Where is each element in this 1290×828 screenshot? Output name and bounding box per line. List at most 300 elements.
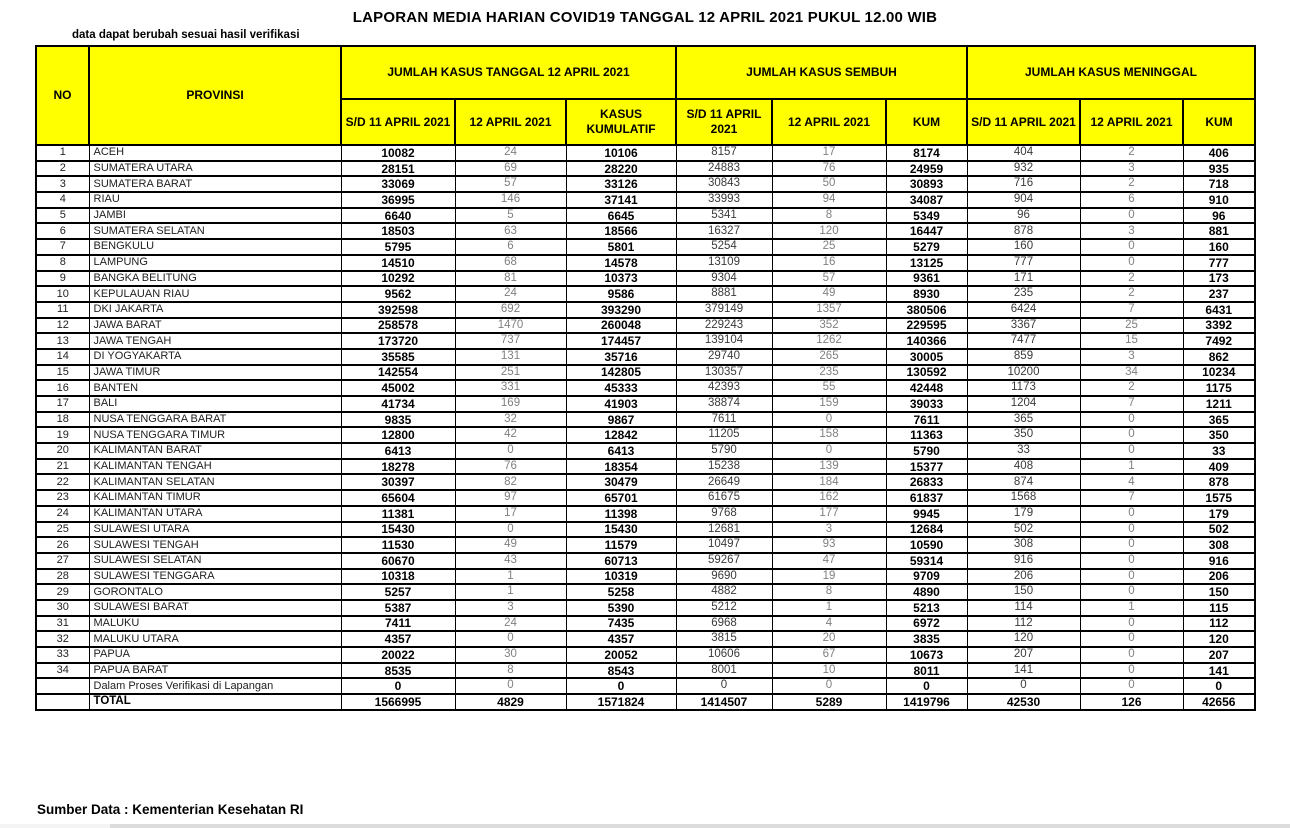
meninggal-12apr-value: 0 [1080, 631, 1183, 647]
col-header-meninggal-kum: KUM [1183, 99, 1255, 145]
kasus-kumulatif-value: 4357 [566, 631, 676, 647]
row-no: 23 [36, 490, 89, 506]
sembuh-sd11-value: 15238 [676, 459, 772, 475]
sembuh-kum-value: 11363 [886, 427, 967, 443]
table-row [36, 349, 1255, 365]
row-no: 33 [36, 647, 89, 663]
sembuh-12apr-value: 3 [772, 522, 886, 538]
sembuh-kum-value: 5790 [886, 443, 967, 459]
row-province: Dalam Proses Verifikasi di Lapangan [89, 678, 341, 694]
kasus-12apr-value: 251 [455, 365, 566, 381]
sembuh-sd11-value: 9690 [676, 569, 772, 585]
kasus-sd11-value: 65604 [341, 490, 455, 506]
meninggal-kum-value: 237 [1183, 286, 1255, 302]
sembuh-kum-value: 59314 [886, 553, 967, 569]
sembuh-12apr-value: 159 [772, 396, 886, 412]
kasus-kumulatif-value: 5258 [566, 584, 676, 600]
sembuh-12apr-value: 17 [772, 145, 886, 161]
row-province: PAPUA BARAT [89, 663, 341, 679]
kasus-12apr-value: 32 [455, 412, 566, 428]
sembuh-kum-value: 5279 [886, 239, 967, 255]
meninggal-sd11-value: 42530 [967, 694, 1080, 710]
kasus-sd11-value: 173720 [341, 333, 455, 349]
sembuh-12apr-value: 16 [772, 255, 886, 271]
table-row [36, 145, 1255, 161]
sembuh-kum-value: 10590 [886, 537, 967, 553]
row-no: 24 [36, 506, 89, 522]
table-row [36, 412, 1255, 428]
kasus-12apr-value: 3 [455, 600, 566, 616]
sembuh-sd11-value: 33993 [676, 192, 772, 208]
row-province: SULAWESI UTARA [89, 522, 341, 538]
kasus-sd11-value: 9835 [341, 412, 455, 428]
kasus-kumulatif-value: 65701 [566, 490, 676, 506]
row-province: MALUKU UTARA [89, 631, 341, 647]
sembuh-12apr-value: 158 [772, 427, 886, 443]
kasus-kumulatif-value: 14578 [566, 255, 676, 271]
table-row [36, 647, 1255, 663]
kasus-kumulatif-value: 60713 [566, 553, 676, 569]
kasus-12apr-value: 1 [455, 584, 566, 600]
sembuh-kum-value: 229595 [886, 318, 967, 334]
row-province: KALIMANTAN TIMUR [89, 490, 341, 506]
meninggal-12apr-value: 0 [1080, 412, 1183, 428]
row-province: SUMATERA SELATAN [89, 223, 341, 239]
sembuh-12apr-value: 0 [772, 678, 886, 694]
row-province: BANTEN [89, 380, 341, 396]
sembuh-sd11-value: 11205 [676, 427, 772, 443]
meninggal-sd11-value: 7477 [967, 333, 1080, 349]
kasus-sd11-value: 392598 [341, 302, 455, 318]
kasus-12apr-value: 0 [455, 443, 566, 459]
table-row [36, 380, 1255, 396]
sembuh-kum-value: 5213 [886, 600, 967, 616]
row-no: 14 [36, 349, 89, 365]
meninggal-kum-value: 916 [1183, 553, 1255, 569]
row-province: JAWA TENGAH [89, 333, 341, 349]
meninggal-12apr-value: 0 [1080, 239, 1183, 255]
sembuh-12apr-value: 1262 [772, 333, 886, 349]
meninggal-kum-value: 881 [1183, 223, 1255, 239]
kasus-kumulatif-value: 7435 [566, 616, 676, 632]
meninggal-sd11-value: 308 [967, 537, 1080, 553]
sembuh-sd11-value: 7611 [676, 412, 772, 428]
sembuh-kum-value: 0 [886, 678, 967, 694]
meninggal-12apr-value: 2 [1080, 380, 1183, 396]
sembuh-12apr-value: 8 [772, 584, 886, 600]
meninggal-kum-value: 115 [1183, 600, 1255, 616]
sembuh-sd11-value: 229243 [676, 318, 772, 334]
meninggal-12apr-value: 0 [1080, 255, 1183, 271]
row-province: GORONTALO [89, 584, 341, 600]
table-row [36, 286, 1255, 302]
kasus-sd11-value: 11530 [341, 537, 455, 553]
group-header-kasus: JUMLAH KASUS TANGGAL 12 APRIL 2021 [341, 46, 676, 99]
meninggal-12apr-value: 2 [1080, 176, 1183, 192]
row-province: KALIMANTAN UTARA [89, 506, 341, 522]
meninggal-12apr-value: 15 [1080, 333, 1183, 349]
kasus-12apr-value: 24 [455, 286, 566, 302]
horizontal-scrollbar-thumb[interactable] [110, 824, 1290, 828]
row-no: 31 [36, 616, 89, 632]
row-province: JAWA TIMUR [89, 365, 341, 381]
sembuh-sd11-value: 30843 [676, 176, 772, 192]
table-row [36, 192, 1255, 208]
kasus-12apr-value: 5 [455, 208, 566, 224]
row-province: SULAWESI TENGAH [89, 537, 341, 553]
row-province: JAMBI [89, 208, 341, 224]
sembuh-12apr-value: 93 [772, 537, 886, 553]
row-no: 9 [36, 271, 89, 287]
sembuh-kum-value: 8174 [886, 145, 967, 161]
meninggal-12apr-value: 6 [1080, 192, 1183, 208]
table-row [36, 318, 1255, 334]
meninggal-12apr-value: 0 [1080, 443, 1183, 459]
meninggal-sd11-value: 120 [967, 631, 1080, 647]
row-no: 30 [36, 600, 89, 616]
kasus-sd11-value: 0 [341, 678, 455, 694]
sembuh-sd11-value: 8001 [676, 663, 772, 679]
meninggal-12apr-value: 0 [1080, 616, 1183, 632]
sembuh-kum-value: 16447 [886, 223, 967, 239]
meninggal-sd11-value: 350 [967, 427, 1080, 443]
kasus-12apr-value: 68 [455, 255, 566, 271]
sembuh-kum-value: 1419796 [886, 694, 967, 710]
row-province: PAPUA [89, 647, 341, 663]
sembuh-sd11-value: 13109 [676, 255, 772, 271]
row-province: BANGKA BELITUNG [89, 271, 341, 287]
kasus-sd11-value: 30397 [341, 474, 455, 490]
row-province: SULAWESI SELATAN [89, 553, 341, 569]
kasus-kumulatif-value: 174457 [566, 333, 676, 349]
kasus-12apr-value: 8 [455, 663, 566, 679]
kasus-sd11-value: 36995 [341, 192, 455, 208]
sembuh-12apr-value: 265 [772, 349, 886, 365]
kasus-12apr-value: 0 [455, 522, 566, 538]
meninggal-12apr-value: 7 [1080, 490, 1183, 506]
row-province: JAWA BARAT [89, 318, 341, 334]
row-no: 15 [36, 365, 89, 381]
meninggal-sd11-value: 114 [967, 600, 1080, 616]
sembuh-12apr-value: 55 [772, 380, 886, 396]
meninggal-12apr-value: 2 [1080, 145, 1183, 161]
row-no: 11 [36, 302, 89, 318]
covid-report-table [35, 45, 1256, 711]
table-row [36, 459, 1255, 475]
sembuh-kum-value: 34087 [886, 192, 967, 208]
sembuh-sd11-value: 8157 [676, 145, 772, 161]
kasus-12apr-value: 0 [455, 631, 566, 647]
table-row [36, 333, 1255, 349]
kasus-kumulatif-value: 5390 [566, 600, 676, 616]
col-header-kasus-sd11: S/D 11 APRIL 2021 [341, 99, 455, 145]
row-province: ACEH [89, 145, 341, 161]
table-row [36, 631, 1255, 647]
row-no: 13 [36, 333, 89, 349]
meninggal-sd11-value: 33 [967, 443, 1080, 459]
kasus-sd11-value: 8535 [341, 663, 455, 679]
sembuh-12apr-value: 8 [772, 208, 886, 224]
kasus-sd11-value: 5257 [341, 584, 455, 600]
meninggal-sd11-value: 3367 [967, 318, 1080, 334]
row-province: TOTAL [89, 694, 341, 710]
row-province: NUSA TENGGARA TIMUR [89, 427, 341, 443]
kasus-sd11-value: 28151 [341, 161, 455, 177]
row-province: DI YOGYAKARTA [89, 349, 341, 365]
sembuh-sd11-value: 3815 [676, 631, 772, 647]
kasus-sd11-value: 15430 [341, 522, 455, 538]
sembuh-kum-value: 30005 [886, 349, 967, 365]
sembuh-sd11-value: 10606 [676, 647, 772, 663]
row-no: 34 [36, 663, 89, 679]
row-no: 3 [36, 176, 89, 192]
meninggal-sd11-value: 6424 [967, 302, 1080, 318]
meninggal-12apr-value: 0 [1080, 553, 1183, 569]
meninggal-kum-value: 718 [1183, 176, 1255, 192]
meninggal-kum-value: 7492 [1183, 333, 1255, 349]
sembuh-sd11-value: 9304 [676, 271, 772, 287]
table-row [36, 569, 1255, 585]
meninggal-sd11-value: 1173 [967, 380, 1080, 396]
meninggal-12apr-value: 2 [1080, 271, 1183, 287]
sembuh-12apr-value: 50 [772, 176, 886, 192]
sembuh-12apr-value: 1357 [772, 302, 886, 318]
meninggal-sd11-value: 179 [967, 506, 1080, 522]
meninggal-sd11-value: 10200 [967, 365, 1080, 381]
kasus-kumulatif-value: 41903 [566, 396, 676, 412]
sembuh-12apr-value: 162 [772, 490, 886, 506]
data-source-footer: Sumber Data : Kementerian Kesehatan RI [37, 802, 304, 817]
row-no: 21 [36, 459, 89, 475]
kasus-kumulatif-value: 9586 [566, 286, 676, 302]
sembuh-kum-value: 3835 [886, 631, 967, 647]
meninggal-12apr-value: 0 [1080, 584, 1183, 600]
row-no: 22 [36, 474, 89, 490]
kasus-12apr-value: 81 [455, 271, 566, 287]
col-header-no: NO [36, 46, 89, 145]
sembuh-kum-value: 26833 [886, 474, 967, 490]
meninggal-kum-value: 179 [1183, 506, 1255, 522]
sembuh-kum-value: 9709 [886, 569, 967, 585]
kasus-kumulatif-value: 35716 [566, 349, 676, 365]
meninggal-12apr-value: 3 [1080, 349, 1183, 365]
meninggal-12apr-value: 0 [1080, 678, 1183, 694]
meninggal-kum-value: 0 [1183, 678, 1255, 694]
table-row [36, 600, 1255, 616]
kasus-sd11-value: 12800 [341, 427, 455, 443]
sembuh-12apr-value: 0 [772, 412, 886, 428]
row-no: 12 [36, 318, 89, 334]
kasus-12apr-value: 331 [455, 380, 566, 396]
meninggal-kum-value: 1175 [1183, 380, 1255, 396]
row-no: 19 [36, 427, 89, 443]
sembuh-12apr-value: 139 [772, 459, 886, 475]
kasus-12apr-value: 1470 [455, 318, 566, 334]
kasus-kumulatif-value: 9867 [566, 412, 676, 428]
meninggal-kum-value: 6431 [1183, 302, 1255, 318]
meninggal-12apr-value: 0 [1080, 506, 1183, 522]
table-row [36, 506, 1255, 522]
meninggal-sd11-value: 112 [967, 616, 1080, 632]
meninggal-kum-value: 173 [1183, 271, 1255, 287]
meninggal-sd11-value: 206 [967, 569, 1080, 585]
kasus-kumulatif-value: 15430 [566, 522, 676, 538]
row-no: 25 [36, 522, 89, 538]
meninggal-kum-value: 878 [1183, 474, 1255, 490]
sembuh-sd11-value: 42393 [676, 380, 772, 396]
sembuh-kum-value: 30893 [886, 176, 967, 192]
sembuh-12apr-value: 47 [772, 553, 886, 569]
meninggal-12apr-value: 126 [1080, 694, 1183, 710]
meninggal-12apr-value: 3 [1080, 223, 1183, 239]
sembuh-12apr-value: 120 [772, 223, 886, 239]
kasus-12apr-value: 43 [455, 553, 566, 569]
sembuh-12apr-value: 184 [772, 474, 886, 490]
kasus-sd11-value: 10318 [341, 569, 455, 585]
row-no: 20 [36, 443, 89, 459]
row-no: 8 [36, 255, 89, 271]
meninggal-sd11-value: 0 [967, 678, 1080, 694]
row-no: 7 [36, 239, 89, 255]
sembuh-12apr-value: 10 [772, 663, 886, 679]
sembuh-kum-value: 9945 [886, 506, 967, 522]
col-header-sembuh-sd11: S/D 11 APRIL 2021 [676, 99, 772, 145]
meninggal-sd11-value: 160 [967, 239, 1080, 255]
row-no: 26 [36, 537, 89, 553]
meninggal-kum-value: 409 [1183, 459, 1255, 475]
kasus-sd11-value: 258578 [341, 318, 455, 334]
row-no: 16 [36, 380, 89, 396]
meninggal-kum-value: 33 [1183, 443, 1255, 459]
meninggal-sd11-value: 859 [967, 349, 1080, 365]
kasus-sd11-value: 5795 [341, 239, 455, 255]
meninggal-12apr-value: 2 [1080, 286, 1183, 302]
meninggal-12apr-value: 0 [1080, 522, 1183, 538]
kasus-kumulatif-value: 6413 [566, 443, 676, 459]
table-row [36, 522, 1255, 538]
meninggal-kum-value: 112 [1183, 616, 1255, 632]
kasus-sd11-value: 41734 [341, 396, 455, 412]
horizontal-scrollbar[interactable] [0, 824, 1290, 828]
kasus-12apr-value: 146 [455, 192, 566, 208]
row-province: KEPULAUAN RIAU [89, 286, 341, 302]
table-row [36, 474, 1255, 490]
row-no [36, 678, 89, 694]
meninggal-sd11-value: 1204 [967, 396, 1080, 412]
sembuh-sd11-value: 16327 [676, 223, 772, 239]
kasus-sd11-value: 11381 [341, 506, 455, 522]
kasus-12apr-value: 692 [455, 302, 566, 318]
sembuh-12apr-value: 25 [772, 239, 886, 255]
table-row [36, 208, 1255, 224]
sembuh-sd11-value: 8881 [676, 286, 772, 302]
sembuh-kum-value: 12684 [886, 522, 967, 538]
meninggal-kum-value: 206 [1183, 569, 1255, 585]
row-province: SUMATERA BARAT [89, 176, 341, 192]
table-row [36, 365, 1255, 381]
sembuh-sd11-value: 379149 [676, 302, 772, 318]
col-header-kasus-12apr: 12 APRIL 2021 [455, 99, 566, 145]
table-row [36, 584, 1255, 600]
sembuh-kum-value: 8930 [886, 286, 967, 302]
kasus-12apr-value: 69 [455, 161, 566, 177]
kasus-sd11-value: 18503 [341, 223, 455, 239]
kasus-12apr-value: 0 [455, 678, 566, 694]
kasus-sd11-value: 6413 [341, 443, 455, 459]
meninggal-kum-value: 96 [1183, 208, 1255, 224]
kasus-sd11-value: 10082 [341, 145, 455, 161]
meninggal-12apr-value: 3 [1080, 161, 1183, 177]
verification-row [36, 678, 1255, 694]
row-no: 17 [36, 396, 89, 412]
page-title: LAPORAN MEDIA HARIAN COVID19 TANGGAL 12 APRIL 2021 PUKUL 12.00 WIB [352, 9, 938, 26]
sembuh-12apr-value: 5289 [772, 694, 886, 710]
table-row [36, 239, 1255, 255]
meninggal-sd11-value: 141 [967, 663, 1080, 679]
meninggal-kum-value: 42656 [1183, 694, 1255, 710]
table-row [36, 223, 1255, 239]
row-no: 2 [36, 161, 89, 177]
kasus-12apr-value: 82 [455, 474, 566, 490]
col-header-kasus-kumulatif: KASUS KUMULATIF [566, 99, 676, 145]
sembuh-kum-value: 24959 [886, 161, 967, 177]
sembuh-12apr-value: 177 [772, 506, 886, 522]
row-province: LAMPUNG [89, 255, 341, 271]
meninggal-sd11-value: 207 [967, 647, 1080, 663]
col-header-meninggal-sd11: S/D 11 APRIL 2021 [967, 99, 1080, 145]
sembuh-12apr-value: 94 [772, 192, 886, 208]
kasus-kumulatif-value: 6645 [566, 208, 676, 224]
meninggal-12apr-value: 0 [1080, 647, 1183, 663]
sembuh-kum-value: 5349 [886, 208, 967, 224]
kasus-kumulatif-value: 10373 [566, 271, 676, 287]
table-row [36, 176, 1255, 192]
meninggal-sd11-value: 96 [967, 208, 1080, 224]
sembuh-12apr-value: 57 [772, 271, 886, 287]
meninggal-kum-value: 350 [1183, 427, 1255, 443]
group-header-meninggal: JUMLAH KASUS MENINGGAL [967, 46, 1255, 99]
sembuh-sd11-value: 24883 [676, 161, 772, 177]
kasus-12apr-value: 24 [455, 616, 566, 632]
row-province: BENGKULU [89, 239, 341, 255]
meninggal-kum-value: 120 [1183, 631, 1255, 647]
kasus-sd11-value: 4357 [341, 631, 455, 647]
kasus-12apr-value: 63 [455, 223, 566, 239]
row-no: 28 [36, 569, 89, 585]
kasus-kumulatif-value: 1571824 [566, 694, 676, 710]
row-no: 27 [36, 553, 89, 569]
sembuh-sd11-value: 5790 [676, 443, 772, 459]
sembuh-sd11-value: 59267 [676, 553, 772, 569]
sembuh-kum-value: 9361 [886, 271, 967, 287]
sembuh-sd11-value: 5212 [676, 600, 772, 616]
kasus-12apr-value: 169 [455, 396, 566, 412]
meninggal-12apr-value: 1 [1080, 600, 1183, 616]
kasus-sd11-value: 18278 [341, 459, 455, 475]
sembuh-sd11-value: 5254 [676, 239, 772, 255]
sembuh-sd11-value: 5341 [676, 208, 772, 224]
kasus-kumulatif-value: 18354 [566, 459, 676, 475]
sembuh-12apr-value: 20 [772, 631, 886, 647]
sembuh-sd11-value: 0 [676, 678, 772, 694]
table-row [36, 271, 1255, 287]
sembuh-12apr-value: 4 [772, 616, 886, 632]
kasus-sd11-value: 20022 [341, 647, 455, 663]
kasus-sd11-value: 60670 [341, 553, 455, 569]
kasus-kumulatif-value: 45333 [566, 380, 676, 396]
kasus-kumulatif-value: 10106 [566, 145, 676, 161]
sembuh-sd11-value: 4882 [676, 584, 772, 600]
